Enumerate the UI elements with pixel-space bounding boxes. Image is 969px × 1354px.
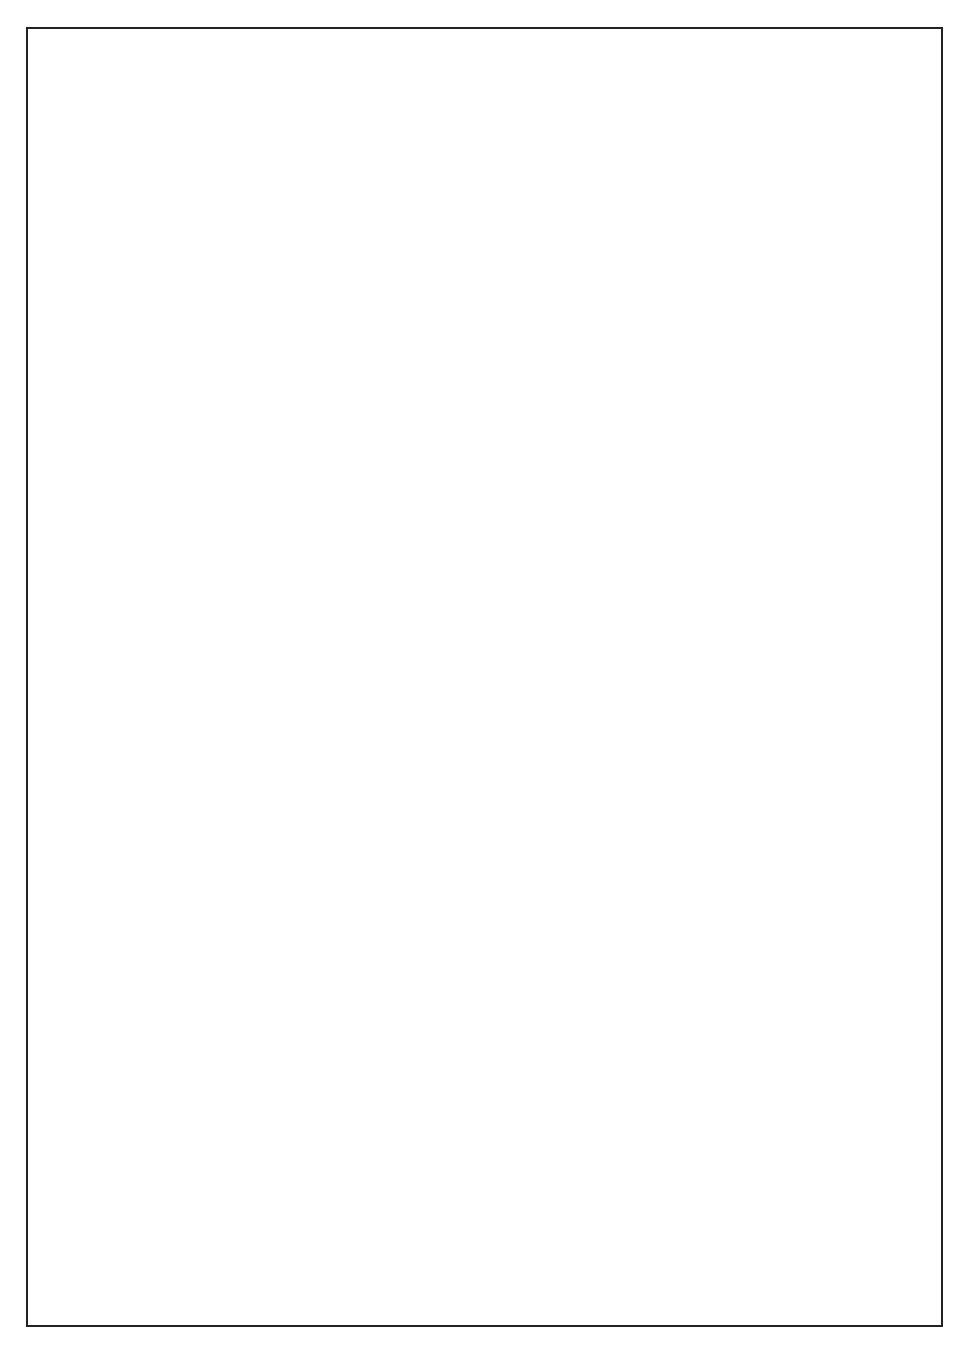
calligraphy-table xyxy=(26,27,943,1327)
